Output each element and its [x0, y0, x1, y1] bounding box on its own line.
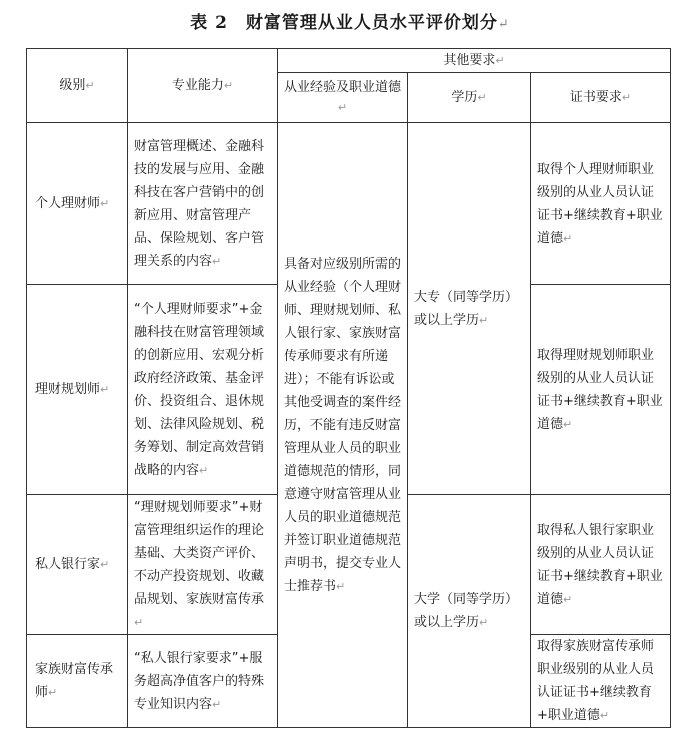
level-cell: 私人银行家↵: [27, 495, 128, 635]
level-cell: 理财规划师↵: [27, 285, 128, 495]
header-level: 级别↵: [27, 49, 128, 123]
level-evaluation-table: [26, 48, 671, 728]
education-university-cell: 大学（同等学历）或以上学历↵: [408, 495, 531, 728]
level-cell: 个人理财师↵: [27, 123, 128, 285]
experience-ethics-cell: 具备对应级别所需的从业经验（个人理财师、理财规划师、私人银行家、家族财富传承师要求有所递进）；不能有诉讼或其他受调查的案件经历，不能有违反财富管理从业人员的职业道德规范的情形，同意遵守财富管理从业人员的职业道德规范并签订职业道德规范声明书，提交专业人士推荐书↵: [278, 123, 408, 728]
certificate-cell: 取得理财规划师职业级别的从业人员认证证书+继续教育+职业道德↵: [531, 285, 671, 495]
level-cell: 家族财富传承师↵: [27, 635, 128, 728]
header-experience: 从业经验及职业道德↵: [278, 73, 408, 123]
header-education: 学历↵: [408, 73, 531, 123]
header-ability: 专业能力↵: [128, 49, 278, 123]
ability-cell: “个人理财师要求”+金融科技在财富管理领域的创新应用、宏观分析政府经济政策、基金评价、投资组合、退休规划、法律风险规划、税务筹划、制定高效营销战略的内容↵: [128, 285, 278, 495]
certificate-cell: 取得私人银行家职业级别的从业人员认证证书+继续教育+职业道德↵: [531, 495, 671, 635]
ability-cell: 财富管理概述、金融科技的发展与应用、金融科技在客户营销中的创新应用、财富管理产品、保险规划、客户管理关系的内容↵: [128, 123, 278, 285]
certificate-cell: 取得个人理财师职业级别的从业人员认证证书+继续教育+职业道德↵: [531, 123, 671, 285]
certificate-cell: 取得家族财富传承师职业级别的从业人员认证证书+继续教育+职业道德↵: [531, 635, 671, 728]
education-college-cell: 大专（同等学历）或以上学历↵: [408, 123, 531, 495]
ability-cell: “理财规划师要求”+财富管理组织运作的理论基础、大类资产评价、不动产投资规划、收藏品规划、家族财富传承↵: [128, 495, 278, 635]
table-title: 表 2 财富管理从业人员水平评价划分↵: [190, 13, 510, 33]
header-other: 其他要求↵: [278, 49, 671, 73]
header-certificate: 证书要求↵: [531, 73, 671, 123]
ability-cell: “私人银行家要求”+服务超高净值客户的特殊专业知识内容↵: [128, 635, 278, 728]
